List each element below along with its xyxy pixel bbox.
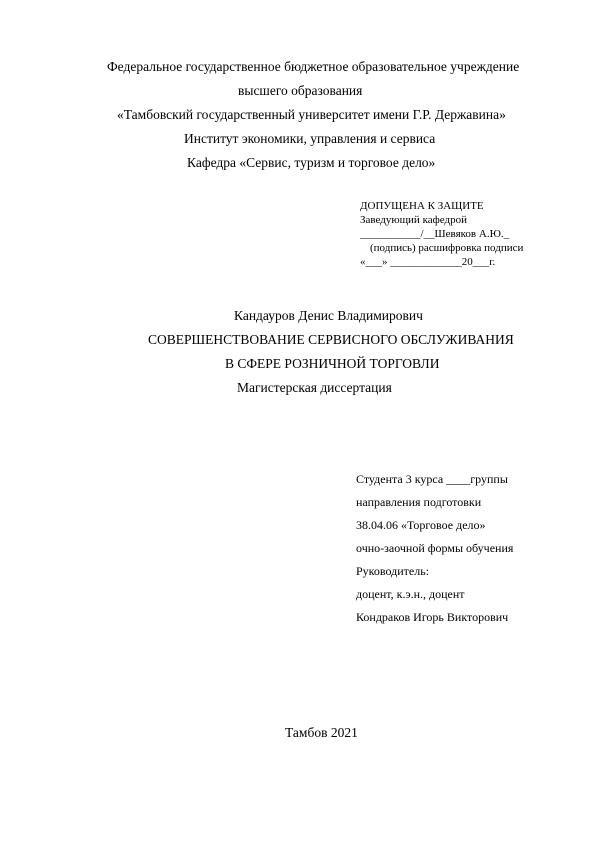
approval-role: Заведующий кафедрой <box>360 214 467 226</box>
org-name-line2: высшего образования <box>238 83 363 98</box>
department-name: Кафедра «Сервис, туризм и торговое дело» <box>187 155 436 170</box>
org-name-line1: Федеральное государственное бюджетное образовательное учреждение <box>107 59 520 74</box>
approval-date-line: «___» _____________20___г. <box>360 256 496 268</box>
city-year: Тамбов 2021 <box>285 725 358 740</box>
institute-name: Институт экономики, управления и сервиса <box>184 131 436 146</box>
student-course-group: Студента 3 курса ____группы <box>356 472 508 486</box>
student-direction-label: направления подготовки <box>356 495 482 509</box>
author-name: Кандауров Денис Владимирович <box>234 308 423 323</box>
thesis-type: Магистерская диссертация <box>237 380 392 395</box>
university-name: «Тамбовский государственный университет имени Г.Р. Державина» <box>117 107 506 122</box>
student-study-form: очно-заочной формы обучения <box>356 541 514 555</box>
student-direction-code: 38.04.06 «Торговое дело» <box>356 518 486 532</box>
thesis-title-line2: В СФЕРЕ РОЗНИЧНОЙ ТОРГОВЛИ <box>225 356 440 371</box>
approval-signature-caption: (подпись) расшифровка подписи <box>370 242 524 254</box>
thesis-title-line1: СОВЕРШЕНСТВОВАНИЕ СЕРВИСНОГО ОБСЛУЖИВАНИЯ <box>148 332 514 347</box>
supervisor-title: доцент, к.э.н., доцент <box>356 587 465 601</box>
approval-signature-line: ___________/__Шевяков А.Ю._ <box>360 228 510 240</box>
approval-title: ДОПУЩЕНА К ЗАЩИТЕ <box>360 200 484 212</box>
supervisor-label: Руководитель: <box>356 564 430 578</box>
supervisor-name: Кондраков Игорь Викторович <box>356 610 509 624</box>
